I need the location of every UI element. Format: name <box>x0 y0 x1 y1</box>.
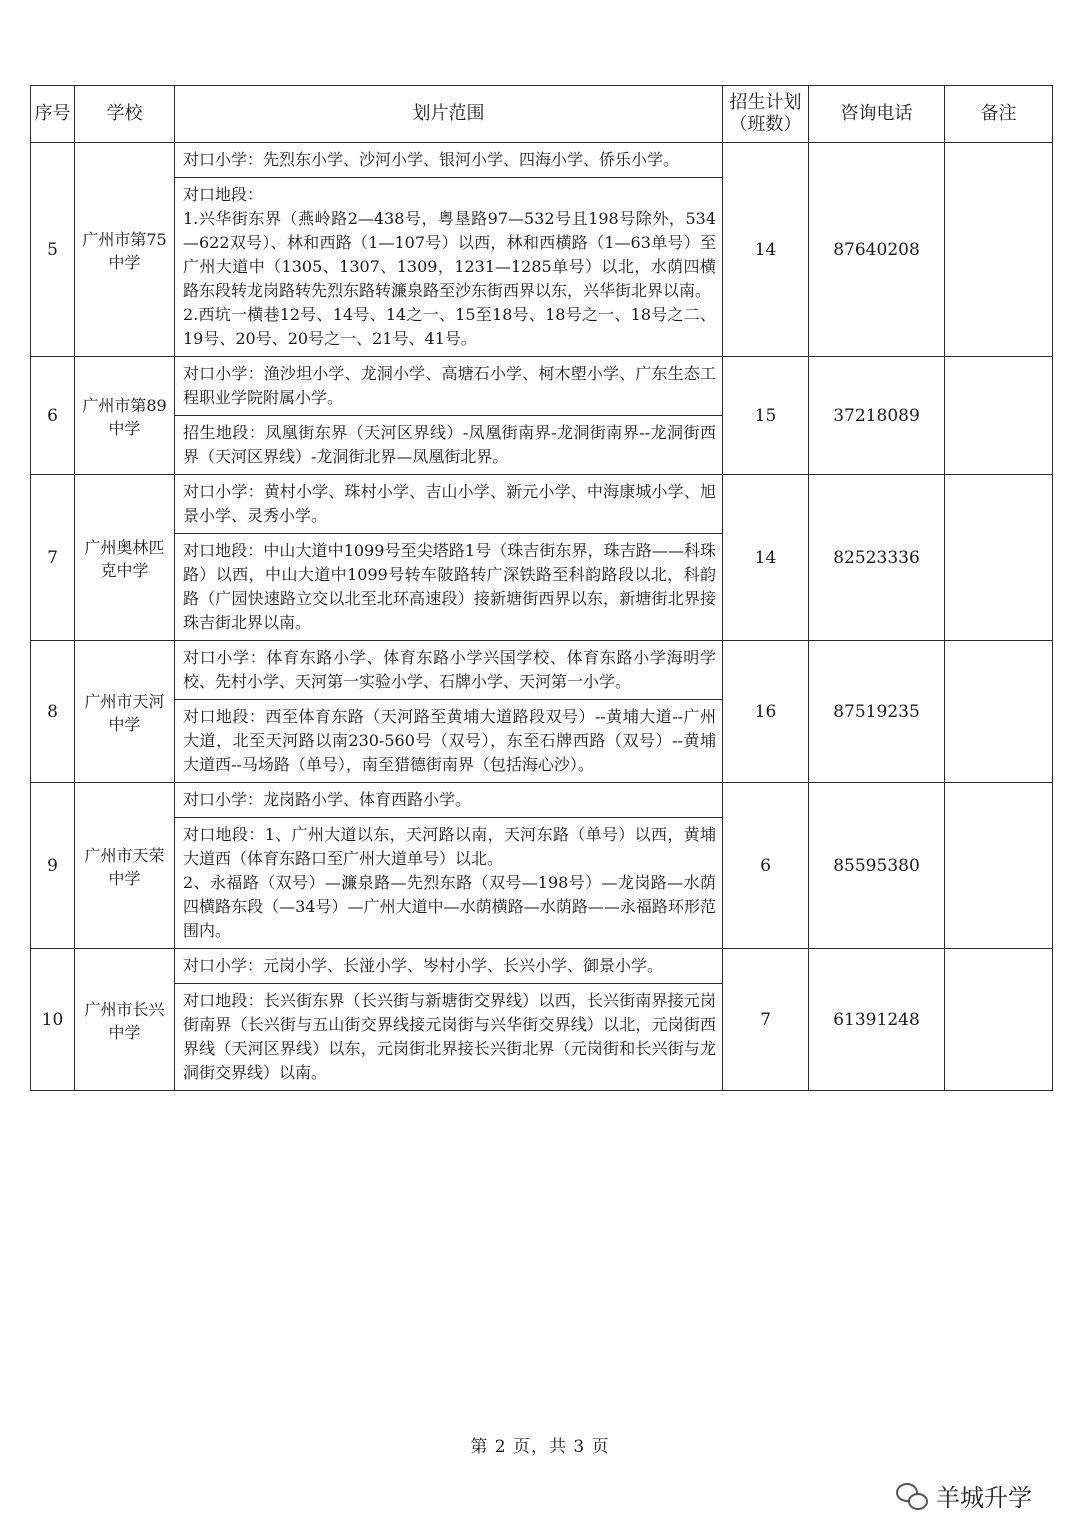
area-line: 1.兴华街东界（燕岭路2—438号，粤垦路97—532号且198号除外，534—622双号）、林和西路（1—107号）以西，林和西横路（1—63单号）至广州大道中（1305、1307、1309，1231—1285单号）以北，水荫四横路东段转龙岗路转先烈东路转濂泉路至沙东街西界以东，兴华街北界以南。 <box>183 209 716 300</box>
header-remark: 备注 <box>945 86 1053 143</box>
row-phone: 82523336 <box>809 475 945 641</box>
row-remark <box>945 475 1053 641</box>
row-school: 广州市长兴中学 <box>75 949 175 1091</box>
row-range <box>175 357 723 475</box>
row-plan: 14 <box>723 143 809 357</box>
row-plan: 16 <box>723 641 809 783</box>
row-school: 广州市第75中学 <box>75 143 175 357</box>
table-row <box>31 783 1053 949</box>
table-row <box>31 641 1053 783</box>
row-range <box>175 783 723 949</box>
primary-schools: 对口小学：黄村小学、珠村小学、吉山小学、新元小学、中海康城小学、旭景小学、灵秀小学。 <box>175 475 722 534</box>
area-line: 对口地段：长兴街东界（长兴街与新塘街交界线）以西，长兴街南界接元岗街南界（长兴街与五山街交界线接元岗街与兴华街交界线）以北，元岗街西界线（天河区界线）以东，元岗街北界接长兴街北界（元岗街和长兴街与龙洞街交界线）以南。 <box>183 991 716 1082</box>
row-range <box>175 475 723 641</box>
row-no: 10 <box>31 949 75 1091</box>
row-school: 广州市第89中学 <box>75 357 175 475</box>
area-line: 2、永福路（双号）—濂泉路—先烈东路（双号—198号）—龙岗路—水荫四横路东段（—34号）—广州大道中—水荫横路—水荫路——永福路环形范围内。 <box>183 873 716 940</box>
row-phone: 85595380 <box>809 783 945 949</box>
table-row <box>31 475 1053 641</box>
row-phone: 87640208 <box>809 143 945 357</box>
table-header-row <box>31 86 1053 143</box>
row-remark <box>945 357 1053 475</box>
table-row <box>31 143 1053 357</box>
row-remark <box>945 143 1053 357</box>
primary-schools: 对口小学：体育东路小学、体育东路小学兴国学校、体育东路小学海明学校、先村小学、天河第一实验小学、石牌小学、天河第一小学。 <box>175 641 722 700</box>
row-phone: 61391248 <box>809 949 945 1091</box>
wechat-icon <box>896 1483 926 1509</box>
row-school: 广州市天河中学 <box>75 641 175 783</box>
area-line: 对口地段：中山大道中1099号至尖塔路1号（珠吉街东界，珠吉路——科珠路）以西，中山大道中1099号转车陂路转广深铁路至科韵路段以北，科韵路（广园快速路立交以北至北环高速段）接新塘街西界以东，新塘街北界接珠吉街北界以南。 <box>183 541 716 632</box>
row-plan: 14 <box>723 475 809 641</box>
primary-schools: 对口小学：渔沙坦小学、龙洞小学、高塘石小学、柯木塱小学、广东生态工程职业学院附属小学。 <box>175 357 722 416</box>
row-no: 7 <box>31 475 75 641</box>
primary-schools: 对口小学：龙岗路小学、体育西路小学。 <box>175 783 722 818</box>
enrollment-table-sheet <box>30 85 1052 1091</box>
row-range <box>175 949 723 1091</box>
brand-name: 羊城升学 <box>936 1484 1032 1512</box>
row-no: 8 <box>31 641 75 783</box>
area-range <box>175 178 722 356</box>
area-range <box>175 534 722 640</box>
brand-watermark <box>896 1478 1032 1513</box>
row-plan: 7 <box>723 949 809 1091</box>
header-phone: 咨询电话 <box>809 86 945 143</box>
row-range <box>175 143 723 357</box>
header-plan: 招生计划（班数） <box>723 86 809 143</box>
row-school: 广州奥林匹克中学 <box>75 475 175 641</box>
page-footer: 第 2 页，共 3 页 <box>470 1437 610 1457</box>
area-line: 对口地段：西至体育东路（天河路至黄埔大道路段双号）--黄埔大道--广州大道，北至天河路以南230-560号（双号），东至石牌西路（双号）--黄埔大道西--马场路（单号），南至猎德街南界（包括海心沙）。 <box>183 707 716 774</box>
row-remark <box>945 949 1053 1091</box>
row-no: 9 <box>31 783 75 949</box>
primary-schools: 对口小学：元岗小学、长湴小学、岑村小学、长兴小学、御景小学。 <box>175 949 722 984</box>
table-row <box>31 949 1053 1091</box>
primary-schools: 对口小学：先烈东小学、沙河小学、银河小学、四海小学、侨乐小学。 <box>175 143 722 178</box>
row-no: 5 <box>31 143 75 357</box>
enrollment-table <box>30 85 1053 1091</box>
table-row <box>31 357 1053 475</box>
header-no: 序号 <box>31 86 75 143</box>
header-school: 学校 <box>75 86 175 143</box>
area-line: 招生地段：凤凰街东界（天河区界线）-凤凰街南界-龙洞街南界--龙洞街西界（天河区界线）-龙洞街北界—凤凰街北界。 <box>183 423 716 466</box>
area-range <box>175 818 722 948</box>
area-range <box>175 416 722 474</box>
header-range: 划片范围 <box>175 86 723 143</box>
area-range <box>175 984 722 1090</box>
row-remark <box>945 783 1053 949</box>
row-plan: 6 <box>723 783 809 949</box>
area-line: 对口地段： <box>183 185 264 204</box>
row-no: 6 <box>31 357 75 475</box>
row-phone: 87519235 <box>809 641 945 783</box>
row-plan: 15 <box>723 357 809 475</box>
row-range <box>175 641 723 783</box>
area-line: 2.西坑一横巷12号、14号、14之一、15至18号、18号之一、18号之二、19号、20号、20号之一、21号、41号。 <box>183 305 716 348</box>
area-line: 对口地段：1、广州大道以东，天河路以南，天河东路（单号）以西，黄埔大道西（体育东路口至广州大道单号）以北。 <box>183 825 716 868</box>
row-phone: 37218089 <box>809 357 945 475</box>
row-school: 广州市天荣中学 <box>75 783 175 949</box>
area-range <box>175 700 722 782</box>
row-remark <box>945 641 1053 783</box>
